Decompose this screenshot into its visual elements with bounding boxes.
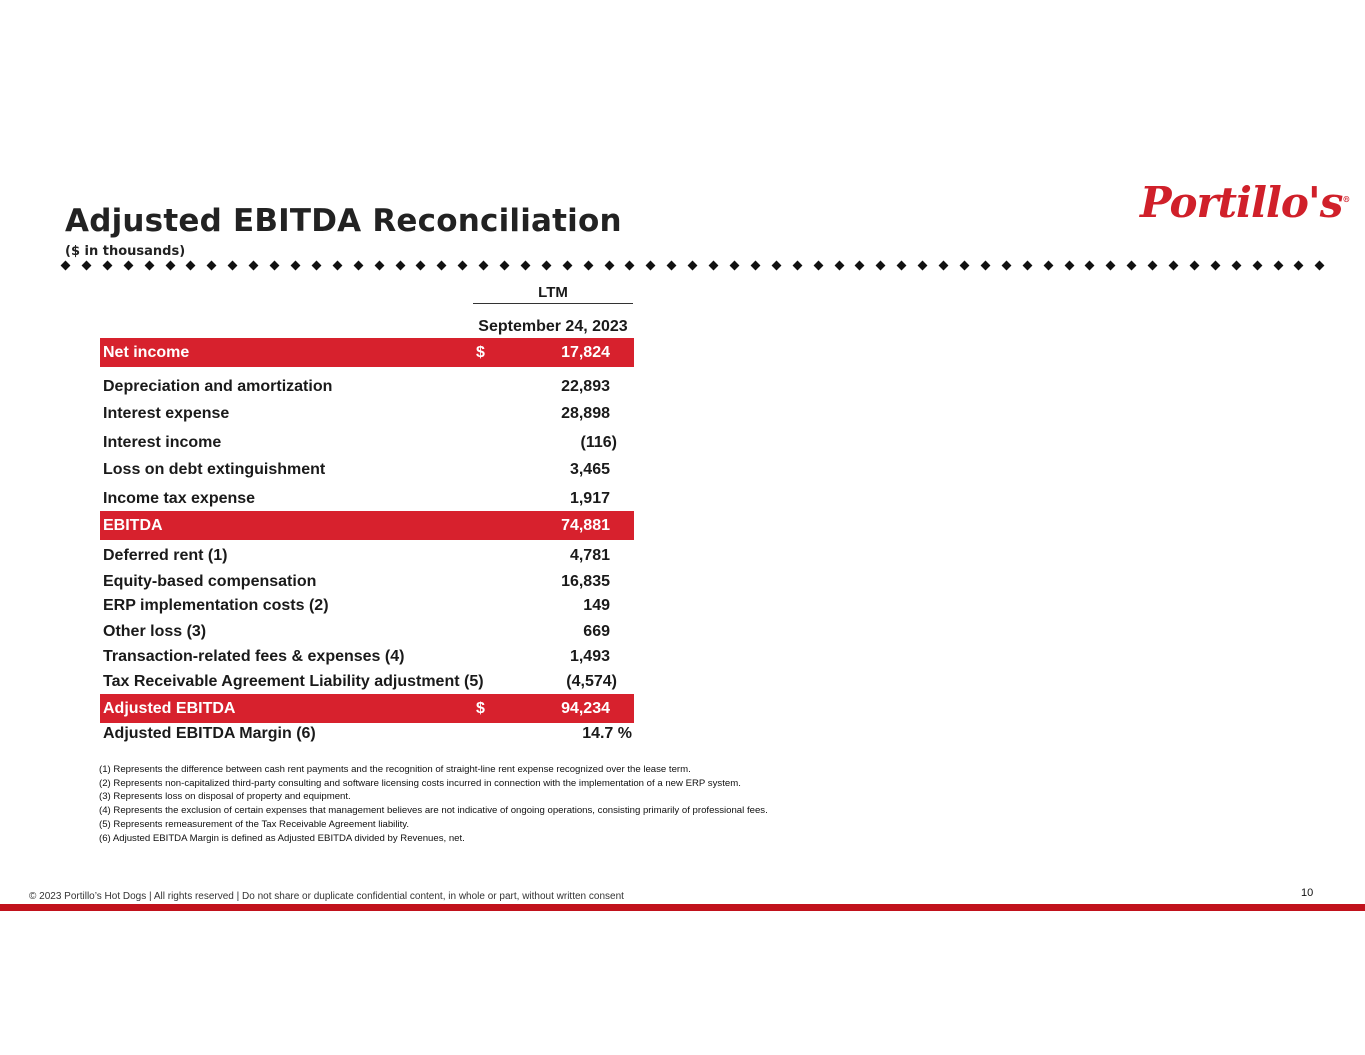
diamond-icon xyxy=(625,261,635,271)
diamond-icon xyxy=(876,261,886,271)
row-label: EBITDA xyxy=(103,517,163,534)
diamond-icon xyxy=(207,261,217,271)
row-value: 74,881 xyxy=(561,517,610,534)
row-label: Income tax expense xyxy=(103,490,256,507)
diamond-icon xyxy=(771,261,781,271)
column-header-ltm: LTM xyxy=(538,284,568,301)
row-value: 14.7 % xyxy=(582,725,632,742)
table-row-adjusted-ebitda xyxy=(100,694,634,723)
row-value: 4,781 xyxy=(569,547,610,564)
diamond-icon xyxy=(144,261,154,271)
row-label: ERP implementation costs (2) xyxy=(103,597,329,614)
diamond-icon xyxy=(1231,261,1241,271)
page-title: Adjusted EBITDA Reconciliation xyxy=(65,203,622,239)
diamond-icon xyxy=(1315,261,1325,271)
row-label: Net income xyxy=(103,344,190,361)
diamond-icon xyxy=(123,261,133,271)
diamond-icon xyxy=(541,261,551,271)
diamond-icon xyxy=(562,261,572,271)
diamond-icon xyxy=(416,261,426,271)
row-label: Depreciation and amortization xyxy=(103,378,333,395)
diamond-icon xyxy=(855,261,865,271)
row-value: 1,917 xyxy=(569,490,610,507)
footnote: (6) Adjusted EBITDA Margin is defined as Adjusted EBITDA divided by Revenues, net. xyxy=(99,832,465,844)
diamond-icon xyxy=(500,261,510,271)
row-value: 149 xyxy=(583,597,610,614)
diamond-icon xyxy=(1064,261,1074,271)
row-label: Loss on debt extinguishment xyxy=(103,461,326,478)
diamond-icon xyxy=(186,261,196,271)
table-row xyxy=(100,543,634,569)
diamond-icon xyxy=(1189,261,1199,271)
row-value: 22,893 xyxy=(561,378,610,395)
diamond-icon xyxy=(1252,261,1262,271)
diamond-icon xyxy=(165,261,175,271)
diamond-icon xyxy=(520,261,530,271)
diamond-icon xyxy=(1001,261,1011,271)
page-subtitle: ($ in thousands) xyxy=(65,244,186,259)
table-row xyxy=(100,374,634,400)
diamond-icon xyxy=(1127,261,1137,271)
diamond-icon xyxy=(311,261,321,271)
table-row xyxy=(100,401,634,427)
footer-bar xyxy=(0,904,1365,911)
footnotes xyxy=(99,763,768,845)
footnote: (1) Represents the difference between cash rent payments and the recognition of straight-line rent expense recognized over the lease term. xyxy=(99,764,691,775)
diamond-icon xyxy=(332,261,342,271)
diamond-icon xyxy=(102,261,112,271)
row-value: 669 xyxy=(583,623,610,640)
diamond-icon xyxy=(897,261,907,271)
diamond-icon xyxy=(1148,261,1158,271)
row-value: (4,574) xyxy=(566,673,617,690)
row-value: (116) xyxy=(580,434,617,451)
diamond-icon xyxy=(646,261,656,271)
row-value: 1,493 xyxy=(569,648,610,665)
diamond-icon xyxy=(437,261,447,271)
diamond-icon xyxy=(792,261,802,271)
diamond-icon xyxy=(667,261,677,271)
row-label: Transaction-related fees & expenses (4) xyxy=(103,648,405,665)
table-row xyxy=(100,486,634,512)
diamond-icon xyxy=(1210,261,1220,271)
diamond-icon xyxy=(918,261,928,271)
diamond-icon xyxy=(270,261,280,271)
diamond-icon xyxy=(228,261,238,271)
row-value: 94,234 xyxy=(561,700,610,717)
table-row-ebitda xyxy=(100,511,634,540)
header-rule xyxy=(473,303,633,304)
footnote: (5) Represents remeasurement of the Tax Receivable Agreement liability. xyxy=(99,818,409,830)
diamond-icon xyxy=(980,261,990,271)
diamond-icon xyxy=(813,261,823,271)
diamond-icon xyxy=(395,261,405,271)
diamond-icon xyxy=(730,261,740,271)
copyright-notice: © 2023 Portillo’s Hot Dogs | All rights reserved | Do not share or duplicate confidential content, in whole or part, without written consent xyxy=(29,891,624,902)
diamond-icon xyxy=(458,261,468,271)
diamond-icon xyxy=(834,261,844,271)
footnote: (4) Represents the exclusion of certain expenses that management believes are not indicative of ongoing operations, consisting primarily of professional fees. xyxy=(99,805,768,817)
diamond-icon xyxy=(479,261,489,271)
logo-text: Portillo's xyxy=(1140,178,1343,227)
table-row xyxy=(100,430,634,456)
diamond-divider xyxy=(62,262,1324,269)
column-header-period: September 24, 2023 xyxy=(478,318,628,335)
row-label: Adjusted EBITDA Margin (6) xyxy=(103,725,316,742)
diamond-icon xyxy=(939,261,949,271)
footnote: (2) Represents non-capitalized third-party consulting and software licensing costs incurred in connection with the implementation of a new ERP system. xyxy=(99,777,741,789)
table-row-margin xyxy=(100,721,634,747)
currency-symbol: $ xyxy=(476,344,485,361)
row-label: Deferred rent (1) xyxy=(103,547,228,564)
diamond-icon xyxy=(353,261,363,271)
currency-symbol: $ xyxy=(476,700,485,717)
footnote: (3) Represents loss on disposal of property and equipment. xyxy=(99,791,351,803)
table-row xyxy=(100,644,634,670)
diamond-icon xyxy=(960,261,970,271)
registered-mark: ® xyxy=(1342,194,1350,204)
row-label: Tax Receivable Agreement Liability adjustment (5) xyxy=(103,673,484,690)
row-label: Interest expense xyxy=(103,405,230,422)
diamond-icon xyxy=(61,261,71,271)
diamond-icon xyxy=(374,261,384,271)
diamond-icon xyxy=(583,261,593,271)
diamond-icon xyxy=(1294,261,1304,271)
diamond-icon xyxy=(249,261,259,271)
diamond-icon xyxy=(1043,261,1053,271)
diamond-icon xyxy=(1106,261,1116,271)
table-row xyxy=(100,569,634,595)
table-row xyxy=(100,457,634,483)
row-value: 17,824 xyxy=(561,344,610,361)
diamond-icon xyxy=(1022,261,1032,271)
row-value: 16,835 xyxy=(561,573,610,590)
diamond-icon xyxy=(709,261,719,271)
row-label: Equity-based compensation xyxy=(103,573,317,590)
row-label: Adjusted EBITDA xyxy=(103,700,236,717)
table-row-net-income xyxy=(100,338,634,367)
page-number: 10 xyxy=(1301,887,1314,899)
row-value: 28,898 xyxy=(561,405,610,422)
table-row xyxy=(100,619,634,645)
diamond-icon xyxy=(291,261,301,271)
diamond-icon xyxy=(1169,261,1179,271)
diamond-icon xyxy=(1273,261,1283,271)
table-row xyxy=(100,669,634,695)
diamond-icon xyxy=(688,261,698,271)
row-value: 3,465 xyxy=(569,461,610,478)
row-label: Interest income xyxy=(103,434,222,451)
row-label: Other loss (3) xyxy=(103,623,207,640)
diamond-icon xyxy=(1085,261,1095,271)
portillos-logo xyxy=(1140,178,1349,227)
diamond-icon xyxy=(81,261,91,271)
table-row xyxy=(100,593,634,619)
diamond-icon xyxy=(604,261,614,271)
diamond-icon xyxy=(750,261,760,271)
